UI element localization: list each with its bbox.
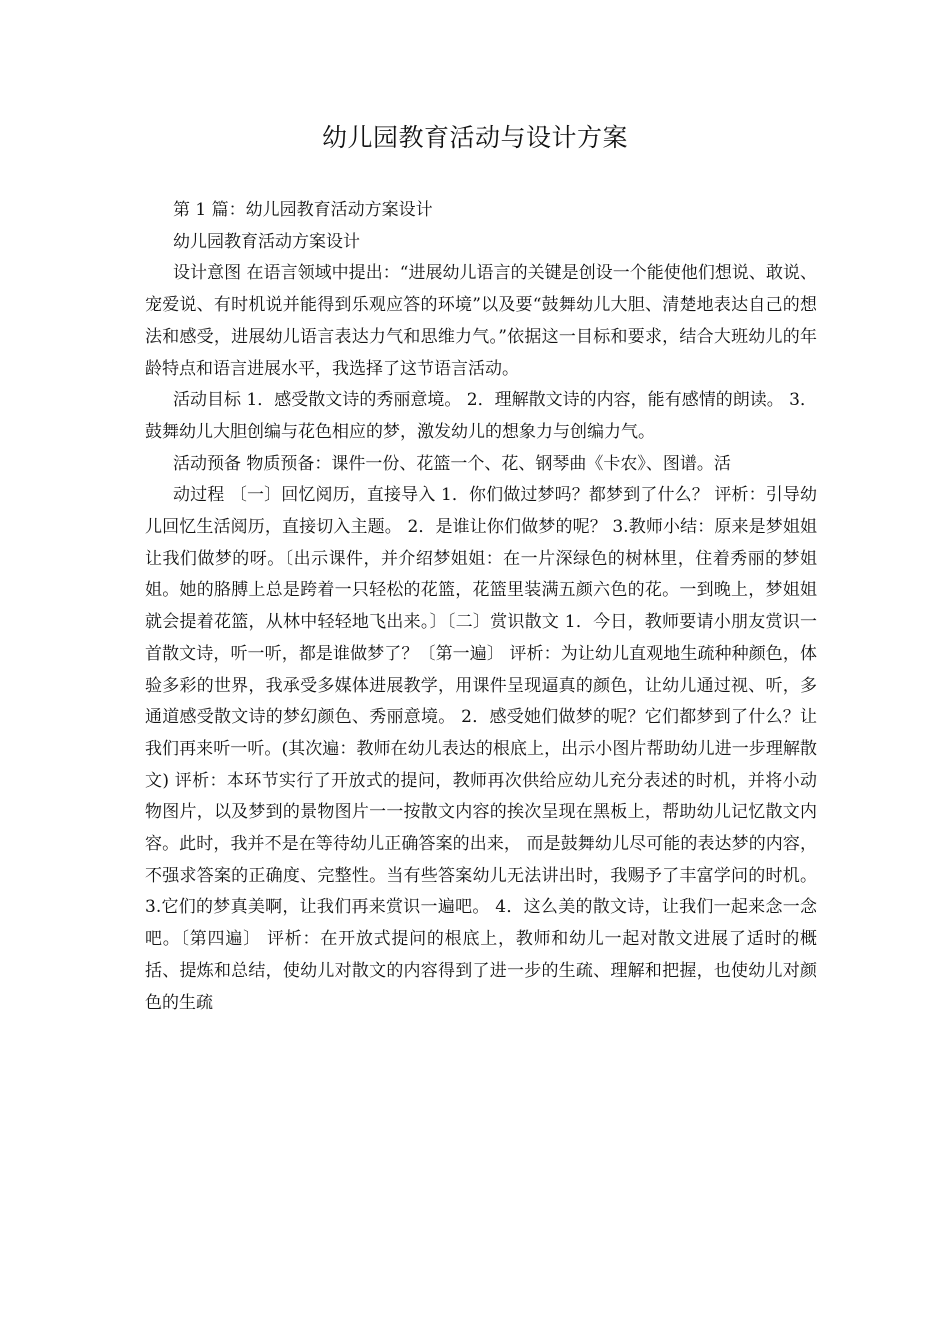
paragraph-activity-preparation: 活动预备 物质预备：课件一份、花篮一个、花、钢琴曲《卡农》、图谱。活: [173, 453, 731, 474]
subsection-heading: 幼儿园教育活动方案设计: [173, 231, 360, 252]
document-body: [145, 195, 817, 1019]
paragraph-activity-goals: 活动目标 1．感受散文诗的秀丽意境。 2．理解散文诗的内容，能有感情的朗读。 3．鼓舞幼儿大胆创编与花色相应的梦，激发幼儿的想象力与创编力气。: [145, 390, 817, 442]
paragraph-design-intent: 设计意图 在语言领域中提出：“进展幼儿语言的关键是创设一个能使他们想说、敢说、宠爱说、有时机说并能得到乐观应答的环境”以及要“鼓舞幼儿大胆、清楚地表达自己的想法和感受，进展幼儿语言表达力气和思维力气。”依据这一目标和要求，结合大班幼儿的年龄特点和语言进展水平，我选择了这节语言活动。: [145, 263, 817, 379]
document-title: 幼儿园教育活动与设计方案: [321, 123, 628, 152]
section-heading: 第 1 篇：幼儿园教育活动方案设计: [173, 200, 433, 220]
paragraph-activity-process: 动过程 〔一〕回忆阅历，直接导入 1．你们做过梦吗？都梦到了什么？ 评析：引导幼儿回忆生活阅历，直接切入主题。 2．是谁让你们做梦的呢？ 3.教师小结：原来是梦姐姐让我们做梦的呀。〔出示课件，并介绍梦姐姐：在一片深绿色的树林里，住着秀丽的梦姐姐。她的胳膊上总是跨着一只轻松的花篮，花篮里装满五颜六色的花。一到晚上，梦姐姐就会提着花篮，从林中轻轻地飞出来。〕〔二〕赏识散文 1．今日，教师要请小朋友赏识一首散文诗，听一听，都是谁做梦了？〔第一遍〕 评析：为让幼儿直观地生疏种种颜色，体验多彩的世界，我承受多媒体进展教学，用课件呈现逼真的颜色，让幼儿通过视、听，多通道感受散文诗的梦幻颜色、秀丽意境。 2．感受她们做梦的呢？它们都梦到了什么？让我们再来听一听。(其次遍：教师在幼儿表达的根底上，出示小图片帮助幼儿进一步理解散文) 评析：本环节实行了开放式的提问，教师再次供给应幼儿充分表述的时机，并将小动物图片，以及梦到的景物图片一一按散文内容的挨次呈现在黑板上，帮助幼儿记忆散文内容。此时，我并不是在等待幼儿正确答案的出来， 而是鼓舞幼儿尽可能的表达梦的内容，不强求答案的正确度、完整性。当有些答案幼儿无法讲出时，我赐予了丰富学问的时机。 3.它们的梦真美啊，让我们再来赏识一遍吧。 4．这么美的散文诗，让我们一起来念一念吧。〔第四遍〕 评析：在开放式提问的根底上，教师和幼儿一起对散文进展了适时的概括、提炼和总结，使幼儿对散文的内容得到了进一步的生疏、理解和把握，也使幼儿对颜色的生疏: [145, 485, 817, 1013]
